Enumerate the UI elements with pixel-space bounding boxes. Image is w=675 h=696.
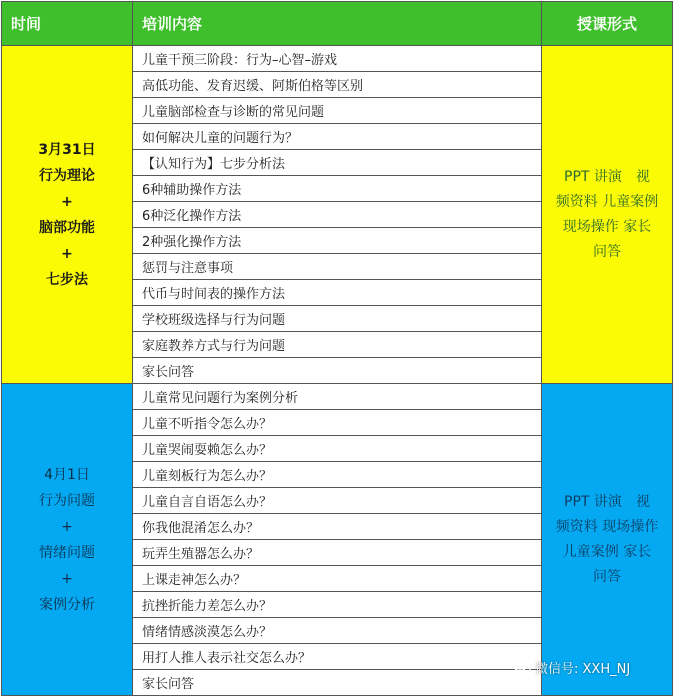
- content-item: 学校班级选择与行为问题: [133, 306, 542, 332]
- content-item: 抗挫折能力差怎么办？: [133, 592, 542, 618]
- content-item: 情绪情感淡漠怎么办？: [133, 618, 542, 644]
- content-item: 你我他混淆怎么办？: [133, 514, 542, 540]
- session-time-line: +: [61, 193, 73, 210]
- session-time-line: +: [61, 245, 73, 262]
- content-item: 高低功能、发育迟缓、阿斯伯格等区别: [133, 72, 542, 98]
- header-form: 授课形式: [542, 2, 673, 46]
- content-item: 儿童自言自语怎么办？: [133, 488, 542, 514]
- session-1-form-cell: [542, 46, 673, 384]
- session-time-line: 七步法: [46, 271, 88, 288]
- table-row: [2, 384, 673, 410]
- session-form-line: 儿童案例 家长: [562, 543, 652, 560]
- content-item: 儿童哭闹耍赖怎么办？: [133, 436, 542, 462]
- content-item: 家长问答: [133, 670, 542, 696]
- session-time-line: 行为理论: [39, 167, 95, 184]
- session-form-line: 问答: [593, 568, 621, 585]
- session-form-line: 频资料 现场操作: [555, 518, 659, 535]
- session-2-form-cell: [542, 384, 673, 696]
- session-time-line: 情绪问题: [39, 544, 95, 561]
- session-time-line: 4月1日: [44, 466, 90, 483]
- session-form-line: 频资料 儿童案例: [555, 193, 659, 210]
- content-item: 惩罚与注意事项: [133, 254, 542, 280]
- content-item: 家庭教养方式与行为问题: [133, 332, 542, 358]
- content-item: 家长问答: [133, 358, 542, 384]
- table-body: [2, 46, 673, 696]
- content-item: 代币与时间表的操作方法: [133, 280, 542, 306]
- content-item: 6种辅助操作方法: [133, 176, 542, 202]
- table-row: [2, 46, 673, 72]
- content-item: 上课走神怎么办？: [133, 566, 542, 592]
- session-time-line: +: [61, 570, 73, 587]
- content-item: 6种泛化操作方法: [133, 202, 542, 228]
- content-item: 儿童脑部检查与诊断的常见问题: [133, 98, 542, 124]
- watermark: [513, 657, 663, 677]
- header-time: 时间: [2, 2, 133, 46]
- wechat-icon: [513, 659, 531, 675]
- content-item: 儿童不听指令怎么办？: [133, 410, 542, 436]
- content-item: 儿童干预三阶段：行为–心智–游戏: [133, 46, 542, 72]
- session-time-line: +: [61, 518, 73, 535]
- session-form-line: PPT 讲演 视: [564, 168, 650, 185]
- header-row: [2, 2, 673, 46]
- training-schedule-table: [1, 1, 673, 696]
- content-item: 如何解决儿童的问题行为？: [133, 124, 542, 150]
- session-form-line: 现场操作 家长: [562, 218, 652, 235]
- session-time-line: 行为问题: [39, 492, 95, 509]
- content-item: 玩弄生殖器怎么办？: [133, 540, 542, 566]
- header-content: 培训内容: [133, 2, 542, 46]
- content-item: 【认知行为】七步分析法: [133, 150, 542, 176]
- session-time-line: 脑部功能: [39, 219, 95, 236]
- content-item: 儿童刻板行为怎么办？: [133, 462, 542, 488]
- session-form-line: 问答: [593, 243, 621, 260]
- content-item: 2种强化操作方法: [133, 228, 542, 254]
- content-item: 用打人推人表示社交怎么办？: [133, 644, 542, 670]
- session-time-line: 案例分析: [39, 596, 95, 613]
- session-time-line: 3月31日: [38, 141, 96, 158]
- session-form-line: PPT 讲演 视: [564, 493, 650, 510]
- session-1-time-cell: [2, 46, 133, 384]
- session-2-time-cell: [2, 384, 133, 696]
- watermark-text: 微信号: XXH_NJ: [535, 661, 631, 677]
- content-item: 儿童常见问题行为案例分析: [133, 384, 542, 410]
